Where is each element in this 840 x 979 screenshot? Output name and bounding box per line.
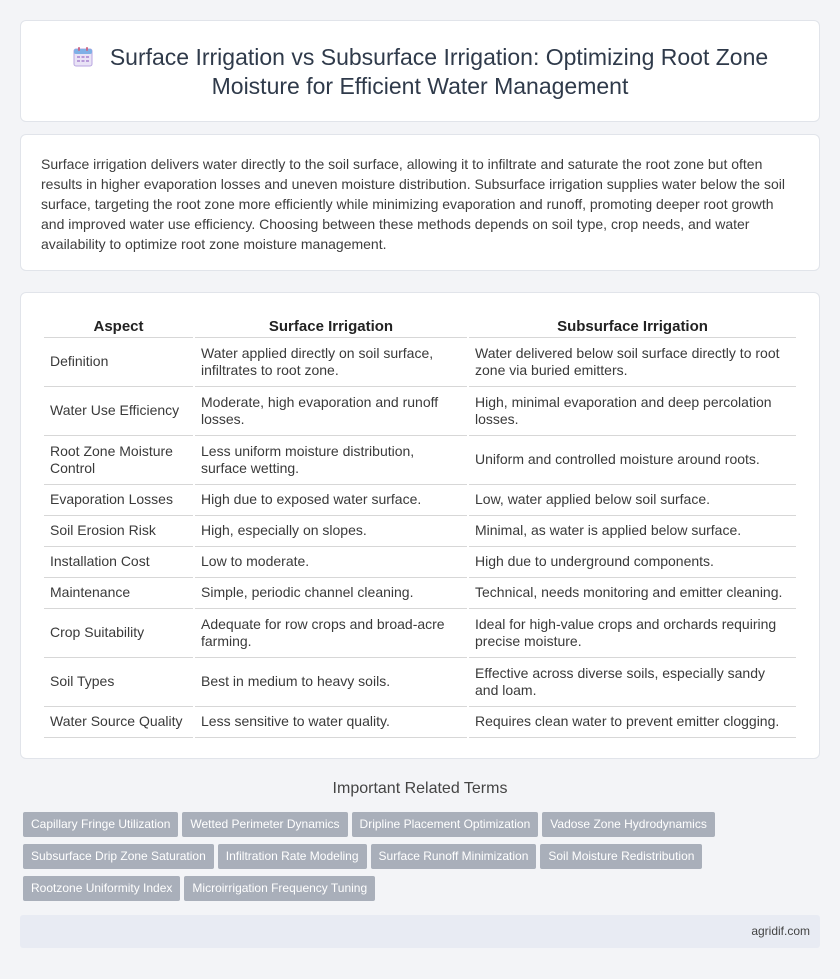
table-header-row <box>44 315 796 338</box>
related-term-tag[interactable]: Subsurface Drip Zone Saturation <box>23 844 214 869</box>
header-surface: Surface Irrigation <box>195 315 467 338</box>
cell-surface: Simple, periodic channel cleaning. <box>195 578 467 609</box>
table-row <box>44 578 796 609</box>
cell-surface: Less sensitive to water quality. <box>195 707 467 738</box>
comparison-table <box>42 315 798 738</box>
cell-surface: Adequate for row crops and broad-acre farming. <box>195 609 467 658</box>
table-row <box>44 547 796 578</box>
related-terms-list <box>23 812 743 908</box>
cell-subsurface: High due to underground components. <box>469 547 796 578</box>
related-term-tag[interactable]: Infiltration Rate Modeling <box>218 844 367 869</box>
cell-surface: High due to exposed water surface. <box>195 485 467 516</box>
cell-subsurface: Requires clean water to prevent emitter clogging. <box>469 707 796 738</box>
related-terms-title: Important Related Terms <box>332 780 508 797</box>
cell-aspect: Water Source Quality <box>44 707 193 738</box>
cell-surface: High, especially on slopes. <box>195 516 467 547</box>
header-aspect: Aspect <box>44 315 193 338</box>
related-term-tag[interactable]: Capillary Fringe Utilization <box>23 812 178 837</box>
cell-subsurface: Water delivered below soil surface directly to root zone via buried emitters. <box>469 338 796 387</box>
calendar-icon <box>72 46 94 68</box>
title-card <box>20 20 820 122</box>
cell-subsurface: Low, water applied below soil surface. <box>469 485 796 516</box>
cell-aspect: Soil Erosion Risk <box>44 516 193 547</box>
table-row <box>44 658 796 707</box>
related-term-tag[interactable]: Dripline Placement Optimization <box>352 812 539 837</box>
cell-surface: Moderate, high evaporation and runoff losses. <box>195 387 467 436</box>
cell-subsurface: Technical, needs monitoring and emitter cleaning. <box>469 578 796 609</box>
cell-surface: Best in medium to heavy soils. <box>195 658 467 707</box>
table-row <box>44 516 796 547</box>
cell-aspect: Definition <box>44 338 193 387</box>
page-title <box>51 43 789 101</box>
related-term-tag[interactable]: Wetted Perimeter Dynamics <box>182 812 347 837</box>
cell-surface: Less uniform moisture distribution, surface wetting. <box>195 436 467 485</box>
related-term-tag[interactable]: Soil Moisture Redistribution <box>540 844 702 869</box>
related-term-tag[interactable]: Rootzone Uniformity Index <box>23 876 180 901</box>
cell-subsurface: Effective across diverse soils, especially sandy and loam. <box>469 658 796 707</box>
header-subsurface: Subsurface Irrigation <box>469 315 796 338</box>
cell-aspect: Crop Suitability <box>44 609 193 658</box>
cell-subsurface: High, minimal evaporation and deep percolation losses. <box>469 387 796 436</box>
table-row <box>44 707 796 738</box>
cell-surface: Water applied directly on soil surface, infiltrates to root zone. <box>195 338 467 387</box>
table-row <box>44 485 796 516</box>
related-term-tag[interactable]: Vadose Zone Hydrodynamics <box>542 812 715 837</box>
cell-aspect: Root Zone Moisture Control <box>44 436 193 485</box>
table-row <box>44 436 796 485</box>
related-term-tag[interactable]: Microirrigation Frequency Tuning <box>184 876 375 901</box>
title-text: Surface Irrigation vs Subsurface Irrigation: Optimizing Root Zone Moisture for Efficient Water Management <box>109 44 769 99</box>
table-row <box>44 609 796 658</box>
cell-aspect: Soil Types <box>44 658 193 707</box>
cell-surface: Low to moderate. <box>195 547 467 578</box>
cell-aspect: Evaporation Losses <box>44 485 193 516</box>
footer <box>20 915 820 948</box>
intro-paragraph: Surface irrigation delivers water directly to the soil surface, allowing it to infiltrate and saturate the root zone but often results in higher evaporation losses and uneven moisture distribution. Subsurface irrigation supplies water below the soil surface, targeting the root zone more efficiently while minimizing evaporation and runoff, promoting deeper root growth and improved water use efficiency. Choosing between these methods depends on soil type, crop needs, and water availability to optimize root zone moisture management. <box>41 156 785 252</box>
table-row <box>44 338 796 387</box>
intro-card <box>20 134 820 271</box>
cell-aspect: Maintenance <box>44 578 193 609</box>
cell-aspect: Installation Cost <box>44 547 193 578</box>
cell-subsurface: Ideal for high-value crops and orchards requiring precise moisture. <box>469 609 796 658</box>
comparison-card <box>20 292 820 759</box>
table-row <box>44 387 796 436</box>
cell-subsurface: Uniform and controlled moisture around roots. <box>469 436 796 485</box>
related-term-tag[interactable]: Surface Runoff Minimization <box>371 844 537 869</box>
cell-aspect: Water Use Efficiency <box>44 387 193 436</box>
cell-subsurface: Minimal, as water is applied below surface. <box>469 516 796 547</box>
footer-site-link[interactable]: agridif.com <box>751 924 810 938</box>
